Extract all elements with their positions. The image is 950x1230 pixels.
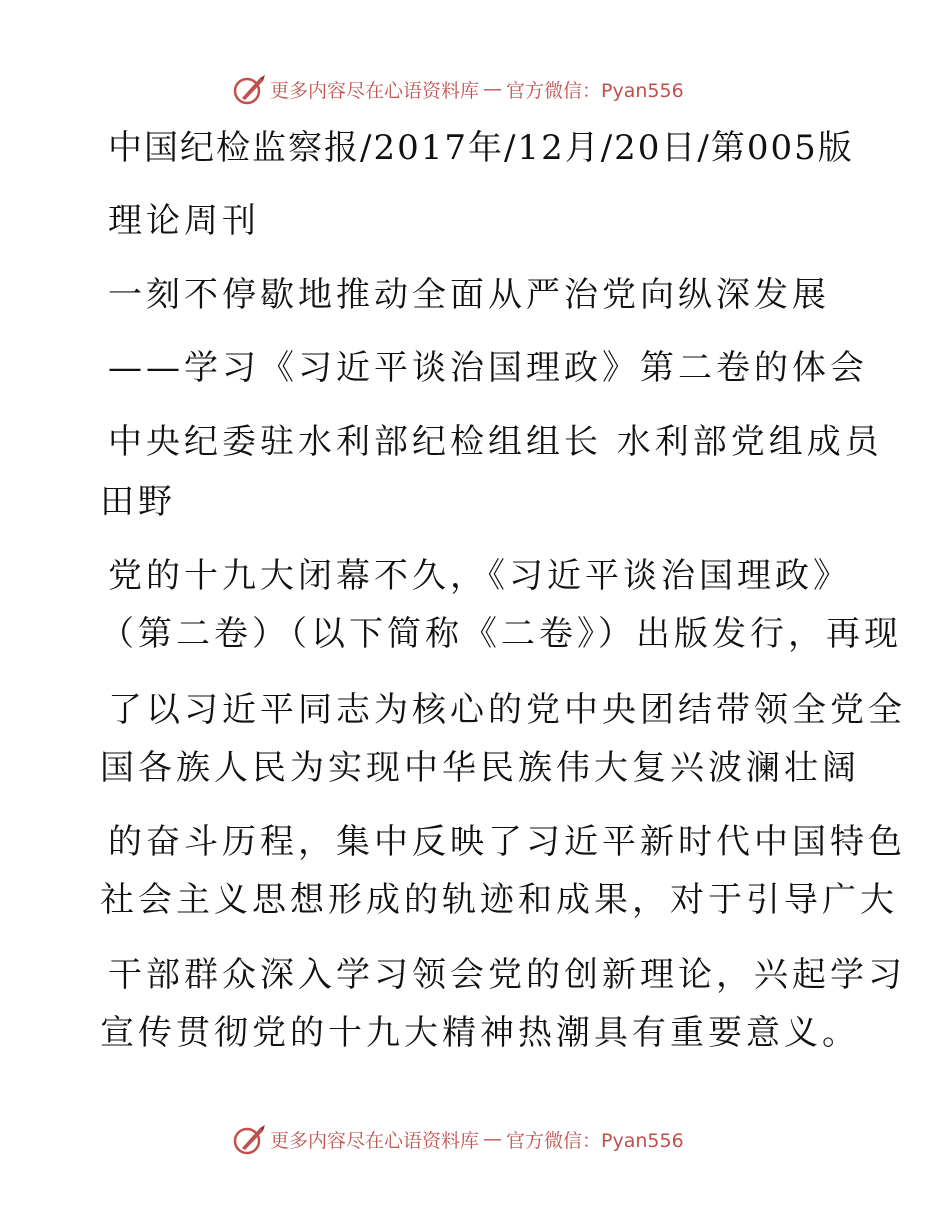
watermark-text: 更多内容尽在心语资料库 [270, 79, 480, 102]
quill-pen-logo-icon [232, 1122, 266, 1156]
watermark-footer [232, 1122, 684, 1156]
watermark-separator: — [483, 1128, 503, 1150]
watermark-text: 更多内容尽在心语资料库 [270, 1129, 480, 1152]
author-affiliation: 中央纪委驻水利部纪检组组长 水利部党组成员 [108, 422, 883, 462]
author-name: 田野 [100, 482, 176, 522]
article-title: 一刻不停歇地推动全面从严治党向纵深发展 [108, 275, 830, 315]
section-name: 理论周刊 [108, 201, 260, 241]
article-subtitle: ——学习《习近平谈治国理政》第二卷的体会 [108, 348, 868, 388]
body-line: （第二卷）（以下简称《二卷》）出版发行，再现 [100, 614, 902, 654]
body-line: 了以习近平同志为核心的党中央团结带领全党全 [108, 690, 906, 730]
watermark-header [232, 72, 684, 106]
body-line: 的奋斗历程，集中反映了习近平新时代中国特色 [108, 822, 906, 862]
quill-pen-logo-icon [232, 72, 266, 106]
body-line: 党的十九大闭幕不久，《习近平谈治国理政》 [108, 556, 851, 596]
source-line: 中国纪检监察报/2017年/12月/20日/第005版 [108, 128, 854, 168]
body-line: 国各族人民为实现中华民族伟大复兴波澜壮阔 [100, 748, 860, 788]
watermark-contact: 官方微信：Pyan556 [506, 79, 684, 102]
watermark-separator: — [483, 78, 503, 100]
body-line: 宣传贯彻党的十九大精神热潮具有重要意义。 [100, 1013, 860, 1053]
body-line: 社会主义思想形成的轨迹和成果，对于引导广大 [100, 880, 898, 920]
watermark-contact: 官方微信：Pyan556 [506, 1129, 684, 1152]
body-line: 干部群众深入学习领会党的创新理论，兴起学习 [108, 955, 906, 995]
